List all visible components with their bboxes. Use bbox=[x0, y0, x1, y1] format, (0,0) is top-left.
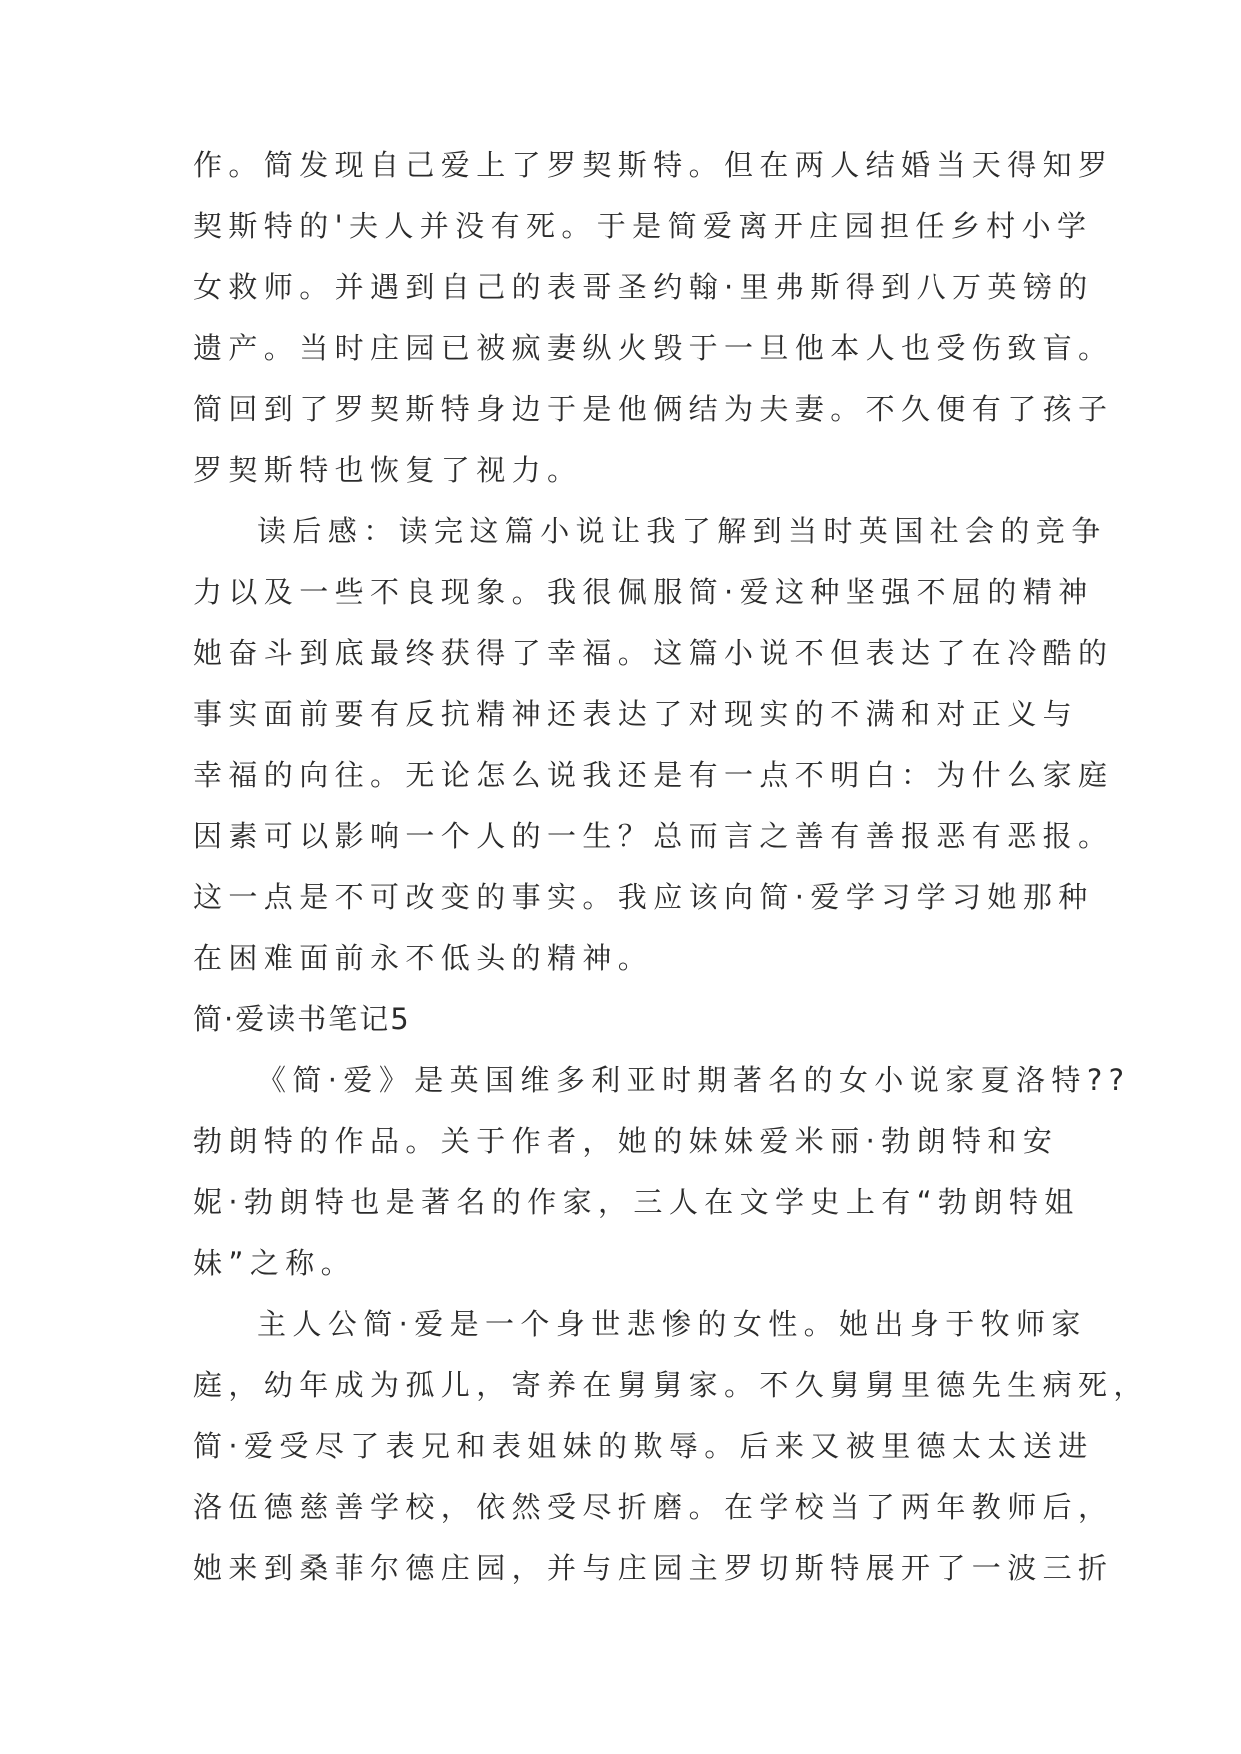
text-line: 洛伍德慈善学校，依然受尽折磨。在学校当了两年教师后， bbox=[193, 1490, 1114, 1524]
paragraph-protagonist bbox=[193, 1294, 1149, 1599]
text-line: 作。简发现自己爱上了罗契斯特。但在两人结婚当天得知罗 bbox=[193, 148, 1114, 182]
text-line: 妮·勃朗特也是著名的作家，三人在文学史上有“勃朗特姐 bbox=[193, 1185, 1080, 1219]
text-line: 庭，幼年成为孤儿，寄养在舅舅家。不久舅舅里德先生病死， bbox=[193, 1368, 1149, 1402]
text-line: 简·爱受尽了表兄和表姐妹的欺辱。后来又被里德太太送进 bbox=[193, 1429, 1094, 1463]
text-line: 事实面前要有反抗精神还表达了对现实的不满和对正义与 bbox=[193, 697, 1079, 731]
text-line: 这一点是不可改变的事实。我应该向简·爱学习学习她那种 bbox=[193, 880, 1094, 914]
text-line: 力以及一些不良现象。我很佩服简·爱这种坚强不屈的精神 bbox=[193, 575, 1094, 609]
section-heading bbox=[193, 989, 1053, 1050]
text-line: 因素可以影响一个人的一生？总而言之善有善报恶有恶报。 bbox=[193, 819, 1114, 853]
text-line: 罗契斯特也恢复了视力。 bbox=[193, 453, 583, 487]
text-line: 在困难面前永不低头的精神。 bbox=[193, 941, 654, 975]
text-line: 《简·爱》是英国维多利亚时期著名的女小说家夏洛特?? bbox=[257, 1063, 1131, 1097]
text-line: 勃朗特的作品。关于作者，她的妹妹爱米丽·勃朗特和安 bbox=[193, 1124, 1059, 1158]
paragraph-reflection bbox=[193, 501, 1114, 989]
text-line: 主人公简·爱是一个身世悲惨的女性。她出身于牧师家 bbox=[257, 1307, 1087, 1341]
text-line: 妹”之称。 bbox=[193, 1246, 357, 1280]
paragraph-summary-continued bbox=[193, 135, 1114, 501]
paragraph-author-intro bbox=[193, 1050, 1131, 1294]
text-line: 幸福的向往。无论怎么说我还是有一点不明白：为什么家庭 bbox=[193, 758, 1114, 792]
text-line: 她来到桑菲尔德庄园，并与庄园主罗切斯特展开了一波三折 bbox=[193, 1551, 1114, 1585]
text-line: 简回到了罗契斯特身边于是他俩结为夫妻。不久便有了孩子 bbox=[193, 392, 1114, 426]
text-line: 她奋斗到底最终获得了幸福。这篇小说不但表达了在冷酷的 bbox=[193, 636, 1114, 670]
text-line: 遗产。当时庄园已被疯妻纵火毁于一旦他本人也受伤致盲。 bbox=[193, 331, 1114, 365]
text-line: 女救师。并遇到自己的表哥圣约翰·里弗斯得到八万英镑的 bbox=[193, 270, 1094, 304]
document-body bbox=[193, 135, 1149, 1599]
text-line: 契斯特的'夫人并没有死。于是简爱离开庄园担任乡村小学 bbox=[193, 209, 1093, 243]
text-line: 读后感：读完这篇小说让我了解到当时英国社会的竞争 bbox=[257, 514, 1107, 548]
section-title: 简·爱读书笔记5 bbox=[193, 1002, 411, 1036]
